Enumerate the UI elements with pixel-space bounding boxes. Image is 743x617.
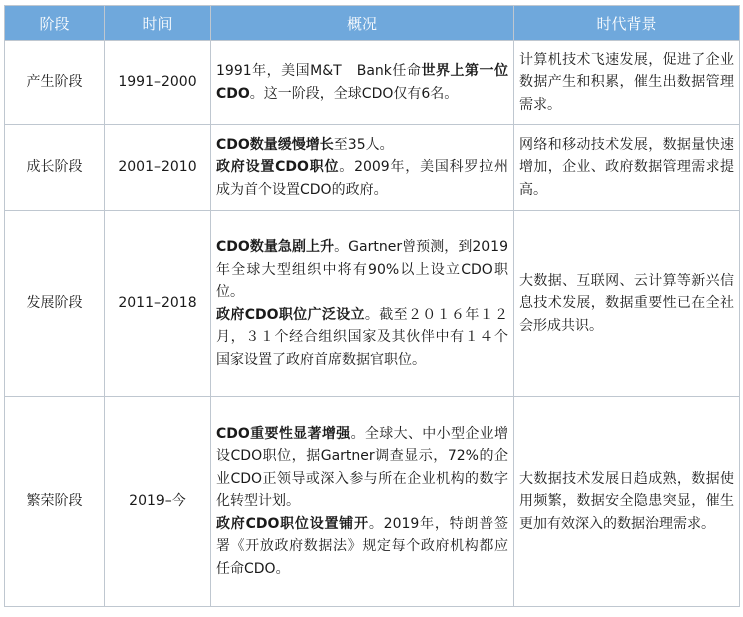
stage-cell: 发展阶段 xyxy=(5,211,105,397)
overview-text: 。2009年，美国科罗拉州成为首个设置CDO的政府。 xyxy=(216,159,508,198)
overview-highlight: CDO重要性显著增强 xyxy=(216,425,351,442)
overview-highlight: 世界上第一位CDO xyxy=(216,63,509,102)
overview-cell xyxy=(211,397,514,607)
overview-paragraph xyxy=(216,513,508,581)
overview-text: 。Gartner曾预测，到2019年全球大型组织中将有90%以上设立CDO职位。 xyxy=(216,239,508,300)
overview-text: 。截至２０１６年１２月，３１个经合组织国家及其伙伴中有１４个国家设置了政府首席数据官职位。 xyxy=(216,306,509,368)
header-period: 时间 xyxy=(105,6,211,41)
header-stage: 阶段 xyxy=(5,6,105,41)
overview-text: 。2019年，特朗普签署《开放政府数据法》规定每个政府机构都应任命CDO。 xyxy=(216,515,508,577)
header-background: 时代背景 xyxy=(514,6,740,41)
table-row xyxy=(5,41,740,125)
period-cell: 2019–今 xyxy=(105,397,211,607)
overview-highlight: 政府CDO职位广泛设立 xyxy=(216,306,365,323)
overview-paragraph xyxy=(216,156,508,201)
table-header-row xyxy=(5,6,740,41)
overview-paragraph xyxy=(216,236,508,304)
overview-cell xyxy=(211,41,514,125)
period-cell: 2001–2010 xyxy=(105,125,211,211)
stage-cell: 繁荣阶段 xyxy=(5,397,105,607)
stage-cell: 成长阶段 xyxy=(5,125,105,211)
overview-cell xyxy=(211,125,514,211)
overview-highlight: 政府设置CDO职位 xyxy=(216,159,340,176)
overview-cell xyxy=(211,211,514,397)
cdo-development-table xyxy=(4,5,740,607)
stage-cell: 产生阶段 xyxy=(5,41,105,125)
overview-highlight: CDO数量缓慢增长 xyxy=(216,136,334,153)
table-row xyxy=(5,211,740,397)
overview-text: 。这一阶段，全球CDO仅有6名。 xyxy=(249,85,459,102)
overview-paragraph xyxy=(216,423,508,513)
overview-paragraph xyxy=(216,304,508,372)
table-row xyxy=(5,397,740,607)
period-cell: 1991–2000 xyxy=(105,41,211,125)
background-cell: 大数据、互联网、云计算等新兴信息技术发展，数据重要性已在全社会形成共识。 xyxy=(514,211,740,397)
overview-highlight: 政府CDO职位设置铺开 xyxy=(216,515,369,532)
overview-text: 1991年，美国M&T Bank任命 xyxy=(216,63,422,79)
background-cell: 计算机技术飞速发展，促进了企业数据产生和积累，催生出数据管理需求。 xyxy=(514,41,740,125)
table-row xyxy=(5,125,740,211)
overview-paragraph xyxy=(216,60,508,105)
background-cell: 网络和移动技术发展，数据量快速增加，企业、政府数据管理需求提高。 xyxy=(514,125,740,211)
overview-highlight: CDO数量急剧上升 xyxy=(216,239,335,255)
overview-text: 。全球大、中小型企业增设CDO职位，据Gartner调查显示，72%的企业CDO正领导或深入参与所在企业机构的数字化转型计划。 xyxy=(216,425,509,510)
background-cell: 大数据技术发展日趋成熟，数据使用频繁，数据安全隐患突显，催生更加有效深入的数据治理需求。 xyxy=(514,397,740,607)
header-overview: 概况 xyxy=(211,6,514,41)
period-cell: 2011–2018 xyxy=(105,211,211,397)
overview-paragraph xyxy=(216,134,508,157)
overview-text: 至35人。 xyxy=(333,136,394,153)
